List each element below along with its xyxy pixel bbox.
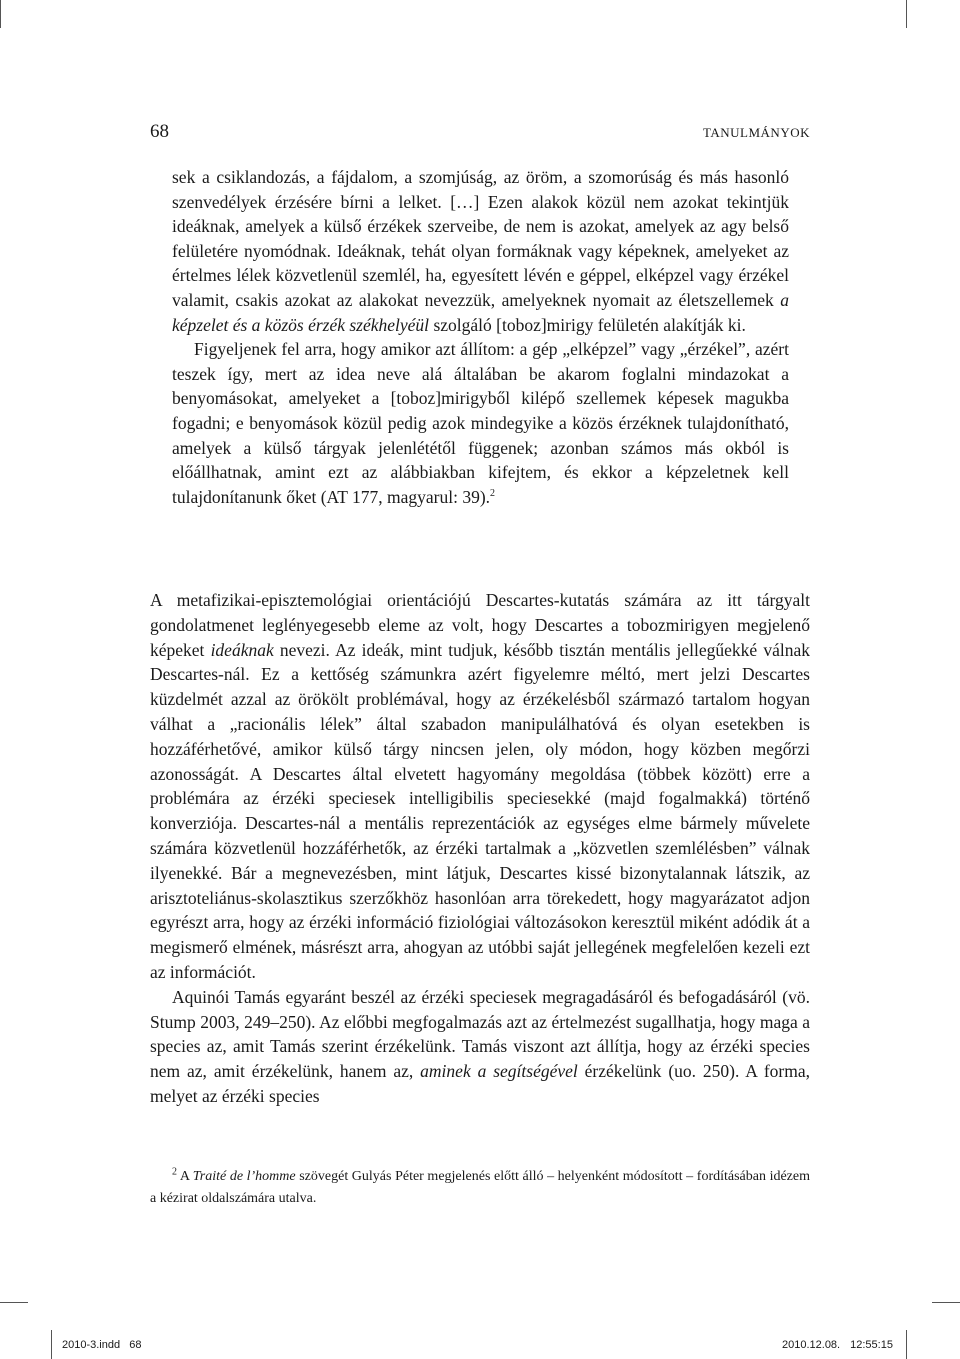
running-head: TANULMÁNYOK <box>702 125 810 140</box>
crop-mark-bottom-left <box>0 1302 28 1303</box>
crop-mark-bottom-right <box>932 1302 960 1303</box>
body-p1-text-a: A metafizikai-episztemológiai orientációjú Descartes-kutatás számára az itt tárgyalt gondolatmenet leglényegesebb eleme az volt, hogy Descartes a tobozmirigyen megjelenő képeket <box>150 590 810 660</box>
crop-mark-bottom-left-v <box>51 1330 52 1359</box>
crop-mark-bottom-right-v <box>906 1330 907 1359</box>
footnote-text-b: szövegét Gulyás Péter megjelenés előtt álló – helyenként módosított – fordításában idézem a kézirat oldalszámára utalva. <box>150 1169 810 1206</box>
print-slug-file: 2010-3.indd 68 <box>62 1339 142 1351</box>
quote-p1-text-a: sek a csiklandozás, a fájdalom, a szomjúság, az öröm, a szomorúság és más hasonló szenvedélyek érzésére bírni a lelket. […] Ezen alakok közül nem azokat tekintjük ideáknak, amelyek a külső érzékek szerveibe, de nem is azokat, amelyek az agy belső felületére nyomódnak. Ideáknak, tehát olyan formáknak vagy képeknek, amelyeket az értelmes lélek közvetlenül szemlél, ha, egyesített lévén e géppel, elképzel vagy érzékel valamit, csakis azokat az alakokat nevezzük, amelyeknek nyomait az életszellemek <box>172 167 789 310</box>
crop-mark-top-right <box>906 0 907 28</box>
footnote-italic-title: Traité de l’homme <box>192 1169 296 1184</box>
footnote-number: 2 <box>172 1166 177 1178</box>
body-p2-text-b: érzékelünk (uo. 250). A forma, melyet az érzéki species <box>150 1061 811 1106</box>
block-quote <box>172 165 789 509</box>
quote-paragraph-1 <box>172 165 789 337</box>
quote-p1-text-b: szolgáló [toboz]mirigy felületén alakítják ki. <box>429 314 746 335</box>
print-slug-date: 2010.12.08. <box>782 1339 841 1351</box>
footnote-reference: 2 <box>490 487 496 499</box>
quote-p2-text: Figyeljenek fel arra, hogy amikor azt állítom: a gép „elképzel” vagy „érzékel”, azért teszek így, mert az idea neve alá általában be akarom foglalni mindazokat a benyomásokat, amelyeket a [toboz]mirigyből kilépő szellemek képesek magukba fogadni; e benyomások közül pedig azok mindegyike a közös érzéknek tulajdonítható, amelyek a külső tárgyak jelenlététől függenek; azonban számos más okból is előállhatnak, amint ezt az alábbiakban kifejtem, és ekkor a képzeletnek kell tulajdonítanunk őket (AT 177, magyarul: 39). <box>172 339 789 507</box>
quote-p1-italic: a képzelet és a közös érzék székhelyéül <box>172 289 789 335</box>
body-paragraph-2 <box>150 985 810 1109</box>
body-p2-italic: aminek a segítségével <box>420 1061 578 1082</box>
body-p1-italic: ideáknak <box>210 639 274 660</box>
footnote-text-a: A <box>177 1169 193 1184</box>
footnote-paragraph <box>150 1166 810 1210</box>
page-number: 68 <box>150 121 169 142</box>
print-slug-time: 12:55:15 <box>850 1339 893 1351</box>
quote-paragraph-2 <box>172 337 789 509</box>
body-paragraph-1 <box>150 588 810 985</box>
footnote <box>150 1166 810 1210</box>
crop-mark-top-left <box>0 0 1 28</box>
body-p1-text-b: nevezi. Az ideák, mint tudjuk, később tisztán mentális jellegűekké válnak Descartes-nál. Ez a kettőség számunkra azért figyelemre méltó, mert jelzi Descartes küzdelmét azzal az örökölt problémával, hogy az érzékelésből származó tartalom hogyan válhat a „racionális lélek” által szabadon manipulálhatóvá és olyan esetekben is hozzáférhetővé, amikor külső tárgy nincsen jelen, oly módon, hogy közben megőrzi azonosságát. A Descartes által elvetett hagyomány megoldása (többek között) erre a problémára az érzéki speciesek intelligibilis speciesekké (majd fogalmakká) történő konverziója. Descartes-nál a mentális reprezentációk az egységes elme bármely művelete számára közvetlenül hozzáférhetők, az érzéki tartalmak a „közvetlen szemlélésben” válnak ilyenekké. Bár a megnevezésben, mint látjuk, Descartes kissé bizonytalannak látszik, az arisztoteliánus-skolasztikus szerzőkhöz hasonlóan arra törekedett, hogy magyarázatot adjon egyrészt arra, hogy az érzéki információ fiziológiai változásokon keresztül miként adódik át a megismerő elmének, másrészt arra, ahogyan az utóbbi saját jellegének megfelelően kezeli ezt az információt. <box>150 639 810 982</box>
body-p2-text-a: Aquinói Tamás egyaránt beszél az érzéki speciesek megragadásáról és befogadásáról (vö. Stump 2003, 249–250). Az előbbi megfogalmazás azt az értelmezést sugallhatja, hogy maga a species az, amit Tamás szerint érzékelünk. Tamás viszont azt állítja, hogy az érzéki species nem az, amit érzékelünk, hanem az, <box>150 986 810 1082</box>
body-text <box>150 588 810 1109</box>
crop-mark-top-left-h <box>0 0 1 1</box>
page-header <box>150 121 810 149</box>
print-slug-timestamp <box>782 1339 903 1351</box>
